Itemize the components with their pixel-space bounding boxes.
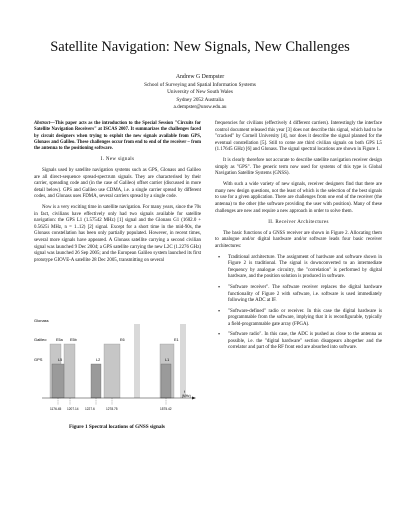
abstract-text: —This paper acts as the introduction to the Special Session "Circuits for Satellite Navigation Receivers" at ISCAS 2007. It summarizes the challenges faced by circuit designers when trying to exploit the new signals available from GPS, Glonass and Galileo. These challenges occur from end to end of the receiver – from the antenna to the positioning software.: [34, 121, 201, 152]
paragraph: Signals used by satellite navigation systems such as GPS, Glonass and Galileo are all direct-sequence spread-spectrum signals. They are characterised by their carrier, spreading code and (in the case of Galileo) offset carrier (discussed in more detail below). GPS and Galileo use CDMA, i.e. a single carrier spread by different codes, and Glonass uses FDMA, several carriers spread by a single code.: [34, 168, 201, 200]
gps-band-label: L1: [165, 358, 170, 362]
paragraph: With such a wide variety of new signals, receiver designers find that there are many new design questions, not the least of which is the selection of the best signals to use for a given application. There are challenges from one end of the receiver (the antenna) to the other (the software providing the user with position). Many of these challenges are new and require a new approach in order to solve them.: [215, 182, 382, 214]
glonass-band-g2: [134, 324, 140, 398]
list-item: • "Software receiver". The software receiver replaces the digital hardware functionality of Figure 2 with software, i.e. software is used immediately following the ADC at IF.: [215, 285, 382, 305]
row-label-gps: GPS: [34, 357, 43, 362]
section-heading-receiver-architectures: II. Receiver Architectures: [268, 219, 329, 225]
gps-band-label: L2: [96, 358, 101, 362]
tick-label: 1227.6: [85, 407, 95, 411]
paragraph: Now is a very exciting time in satellite navigation. For many years, since the 70s in fact, civilians have effectively only had two signals available for satellite navigation: the GPS L1 (1.57542 MHz) [1] signal and the Glonass G1 (1602.0 + 0.5625i MHz, n = 1..12) [2] signal. Except for a short time in the mid-90s, the Glonass constellation has been only partially populated. However, in recent times, several more signals have appeared. A Glonass satellite carrying a second civilian signal was launched 9 Dec 2004; a GPS satellite carrying the new L2C (1.2276 GHz) signal was launched 26 Sep 2005; and the European Galileo system launched its first prototype GIOVE-A satellite 28 Dec 2005, transmitting on several: [34, 205, 201, 263]
gps-band-l1: [161, 364, 171, 398]
list-item: • "Software-defined" radio or receiver. In this case the digital hardware is programmable from the software, implying that it is reconfigurable, typically a field-programmable gate array (FPGA).: [215, 309, 382, 329]
spectrum-diagram: [34, 316, 200, 420]
figure-spectral-locations: [34, 316, 200, 420]
architecture-list: [215, 255, 382, 352]
right-column: [215, 121, 382, 356]
list-item: • Traditional architecture. The assignment of hardware and software shown in Figure 2 is traditional. The signal is downconverted to an intermediate frequency by analogue circuitry, the "correlation" is performed by digital hardware, and the position solution is produced in software.: [215, 255, 382, 281]
gps-band-label: L5: [58, 358, 63, 362]
paper-title: Satellite Navigation: New Signals, New Challenges: [50, 39, 350, 55]
tick-label: 1575.42: [160, 407, 172, 411]
galileo-band-label: E5a: [56, 338, 63, 342]
tick-label: 1176.45: [50, 407, 62, 411]
axis-unit-f: f: [184, 390, 185, 394]
axis-arrow: [192, 397, 196, 400]
glonass-band-g1: [180, 324, 186, 398]
paragraph: The basic functions of a GNSS receiver are shown in Figure 2. Allocating them to analogue and/or digital hardware and/or software leads four basic receiver architectures:: [215, 230, 382, 249]
galileo-band-e5b: [64, 344, 75, 398]
axis-unit-mhz: (MHz): [182, 394, 191, 398]
paragraph: It is clearly therefore not accurate to describe satellite navigation receiver design simply as "GPS". The generic term now used for systems of this type is Global Navigation Satellite Systems (GNSS).: [215, 158, 382, 177]
row-label-glonass: Glonass: [34, 318, 49, 323]
galileo-band-e6: [104, 344, 120, 398]
gps-band-l5: [52, 364, 64, 398]
author-name: Andrew G Dempster: [175, 74, 225, 80]
galileo-bands: [50, 344, 174, 398]
row-label-galileo: Galileo: [34, 337, 47, 342]
abstract: [34, 121, 201, 152]
tick-label: 1278.75: [106, 407, 118, 411]
author-department: School of Surveying and Spatial Information Systems: [144, 81, 256, 88]
left-column: [34, 121, 201, 269]
list-item: • "Software radio". In this case, the ADC is pushed as close to the antenna as possible, i.e. the "digital hardware" section disappears altogether and the correlator and part of the RF front end are absorbed into software.: [215, 332, 382, 352]
paragraph: frequencies for civilians (effectively 4 different carriers). Interestingly the interface control document released this year [3] does not describe this signal, which had to be "cracked" by Cornell University [4], nor does it describe the signal planned for the eventual constellation [5]. Still to come are third civilian signals on both GPS L5 (1.17645 GHz) [6] and Glonass. The signal spectral locations are shown in Figure 1.: [215, 121, 382, 153]
author-email: a.dempster@unsw.edu.au: [173, 104, 227, 111]
tick-marks: [58, 398, 166, 405]
galileo-band-label: E5b: [70, 338, 77, 342]
abstract-label: Abstract: [34, 121, 51, 126]
section-heading-new-signals: I. New signals: [100, 156, 135, 162]
galileo-band-label: E6: [120, 338, 125, 342]
author-block: [0, 74, 400, 112]
author-city: Sydney 2052 Australia: [176, 96, 224, 103]
galileo-band-label: E1: [174, 338, 179, 342]
figure-caption: Figure 1 Spectral locations of GNSS signals: [69, 424, 165, 430]
author-university: University of New South Wales: [167, 89, 233, 96]
tick-label: 1207.14: [67, 407, 79, 411]
gps-band-l2: [91, 364, 101, 398]
